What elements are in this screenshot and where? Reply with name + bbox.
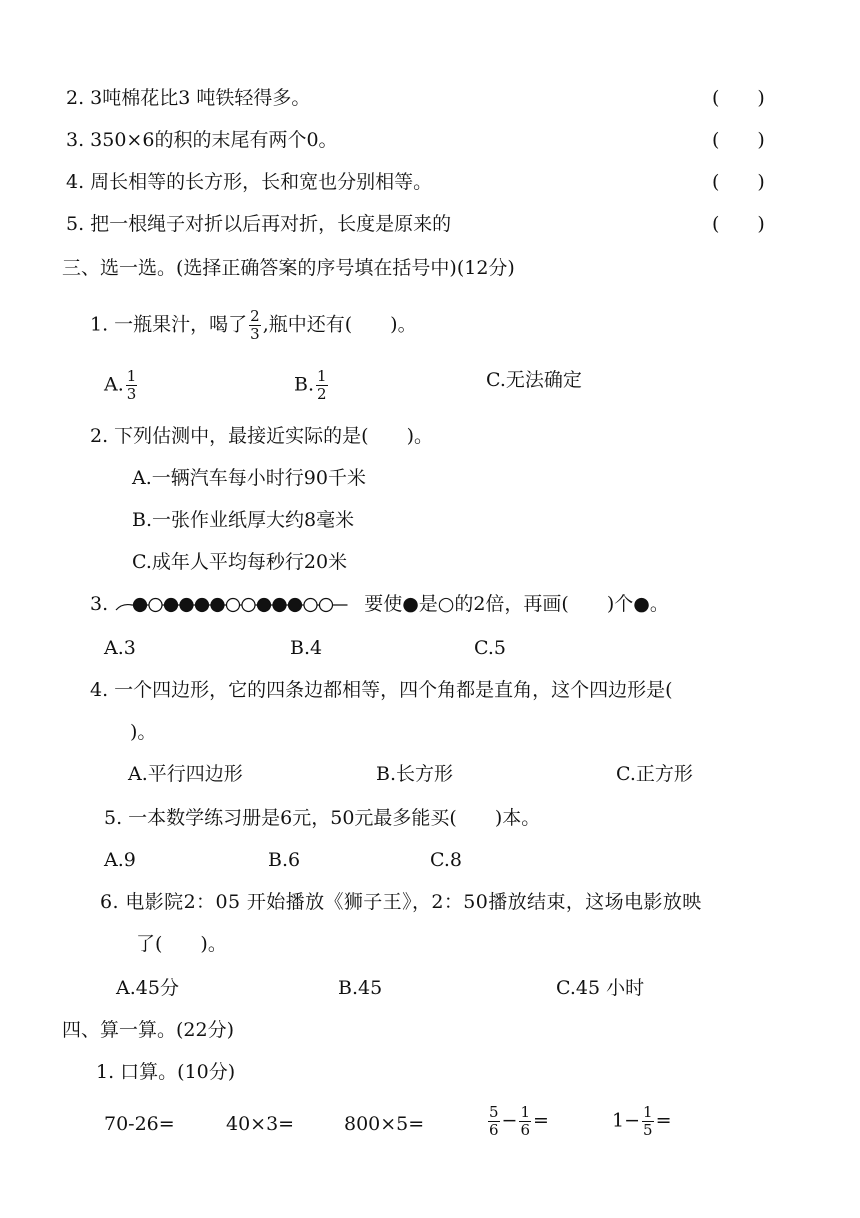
equals: = [655, 1109, 672, 1132]
black-bead [211, 599, 224, 612]
answer-paren[interactable]: ( ) [712, 171, 765, 193]
option-c[interactable]: C.45 小时 [556, 977, 645, 999]
option-b[interactable]: B.45 [338, 977, 383, 999]
judge-q2: 2. 3吨棉花比3 吨铁轻得多。 [66, 87, 311, 109]
judge-q3: 3. 350×6的积的末尾有两个0。 [66, 129, 338, 151]
section-title: 三、选一选。(选择正确答案的序号填在括号中)(12分) [62, 257, 515, 279]
frac-den: 5 [643, 1121, 653, 1139]
answer-paren[interactable]: ( ) [712, 129, 765, 151]
black-bead [165, 599, 178, 612]
frac-num: 1 [317, 367, 327, 385]
black-bead [258, 599, 271, 612]
answer-paren[interactable]: ( ) [712, 87, 765, 109]
option-a[interactable]: A.45分 [116, 977, 179, 999]
answer-paren[interactable]: ( ) [712, 213, 765, 235]
fraction [488, 1104, 500, 1139]
fraction [316, 368, 328, 403]
option-c[interactable]: C.5 [474, 637, 506, 659]
judge-q4: 4. 周长相等的长方形，长和宽也分别相等。 [66, 171, 433, 193]
frac-num: 5 [489, 1103, 499, 1121]
calc-item: 800×5= [344, 1113, 425, 1135]
question-number: 3. [90, 593, 109, 615]
choice-q6-cont: 了( )。 [136, 933, 227, 955]
choice-q6: 6. 电影院2：05 开始播放《狮子王》，2：50播放结束，这场电影放映 [100, 891, 702, 913]
black-bead [134, 599, 147, 612]
fraction [642, 1104, 654, 1139]
calc-item: 40×3= [226, 1113, 295, 1135]
option-label: B. [294, 373, 315, 396]
black-bead [273, 599, 286, 612]
option-a[interactable]: A.平行四边形 [128, 763, 243, 785]
frac-num: 1 [643, 1103, 653, 1121]
calc-item-fraction [486, 1104, 549, 1139]
white-bead [149, 599, 162, 612]
q3-stem: 要使●是○的2倍，再画( )个●。 [364, 593, 669, 615]
section-title: 四、算一算。(22分) [62, 1019, 235, 1041]
choice-q1 [90, 308, 417, 343]
black-bead [289, 599, 302, 612]
option-b[interactable]: B.长方形 [376, 763, 454, 785]
black-bead [196, 599, 209, 612]
choice-q4: 4. 一个四边形，它的四条边都相等，四个角都是直角，这个四边形是( [90, 679, 673, 701]
frac-num: 2 [250, 307, 260, 325]
option-c[interactable]: C.无法确定 [486, 369, 582, 391]
calc-item: 70-26= [104, 1113, 175, 1135]
option-a[interactable]: A.9 [104, 849, 136, 871]
choice-q2: 2. 下列估测中，最接近实际的是( )。 [90, 425, 433, 447]
operand: 1− [612, 1109, 641, 1132]
option-label: A. [104, 373, 124, 396]
calc-item-fraction [612, 1104, 671, 1139]
option-b[interactable]: B.4 [290, 637, 323, 659]
equals: = [533, 1109, 549, 1132]
option-a[interactable] [104, 368, 139, 403]
frac-den: 6 [520, 1121, 531, 1139]
white-bead [227, 599, 240, 612]
option-a[interactable]: A.3 [104, 637, 136, 659]
q1-stem-pre: 1. 一瓶果汁，喝了 [90, 313, 248, 336]
frac-den: 3 [250, 325, 260, 343]
choice-q4-cont: )。 [130, 721, 157, 743]
option-c[interactable]: C.成年人平均每秒行20米 [132, 551, 348, 573]
fraction [519, 1104, 531, 1139]
option-b[interactable]: B.6 [268, 849, 301, 871]
white-bead [242, 599, 255, 612]
bead-string-diagram [114, 593, 364, 617]
choice-q5: 5. 一本数学练习册是6元，50元最多能买( )本。 [104, 807, 541, 829]
judge-q5: 5. 把一根绳子对折以后再对折，长度是原来的 [66, 213, 452, 235]
frac-num: 1 [126, 367, 137, 385]
q1-stem-post: ,瓶中还有( )。 [262, 313, 417, 336]
fraction [249, 308, 261, 343]
option-c[interactable]: C.正方形 [616, 763, 693, 785]
option-a[interactable]: A.一辆汽车每小时行90千米 [132, 467, 366, 489]
frac-den: 6 [489, 1121, 499, 1139]
frac-den: 3 [126, 385, 137, 403]
white-bead [304, 599, 317, 612]
frac-num: 1 [520, 1103, 531, 1121]
operator: − [501, 1109, 518, 1132]
fraction [126, 368, 138, 403]
option-c[interactable]: C.8 [430, 849, 462, 871]
choice-q3 [90, 592, 669, 617]
black-bead [180, 599, 193, 612]
subsection-title: 1. 口算。(10分) [96, 1061, 236, 1083]
frac-den: 2 [317, 385, 327, 403]
option-b[interactable]: B.一张作业纸厚大约8毫米 [132, 509, 355, 531]
option-b[interactable] [294, 368, 330, 403]
white-bead [320, 599, 333, 612]
